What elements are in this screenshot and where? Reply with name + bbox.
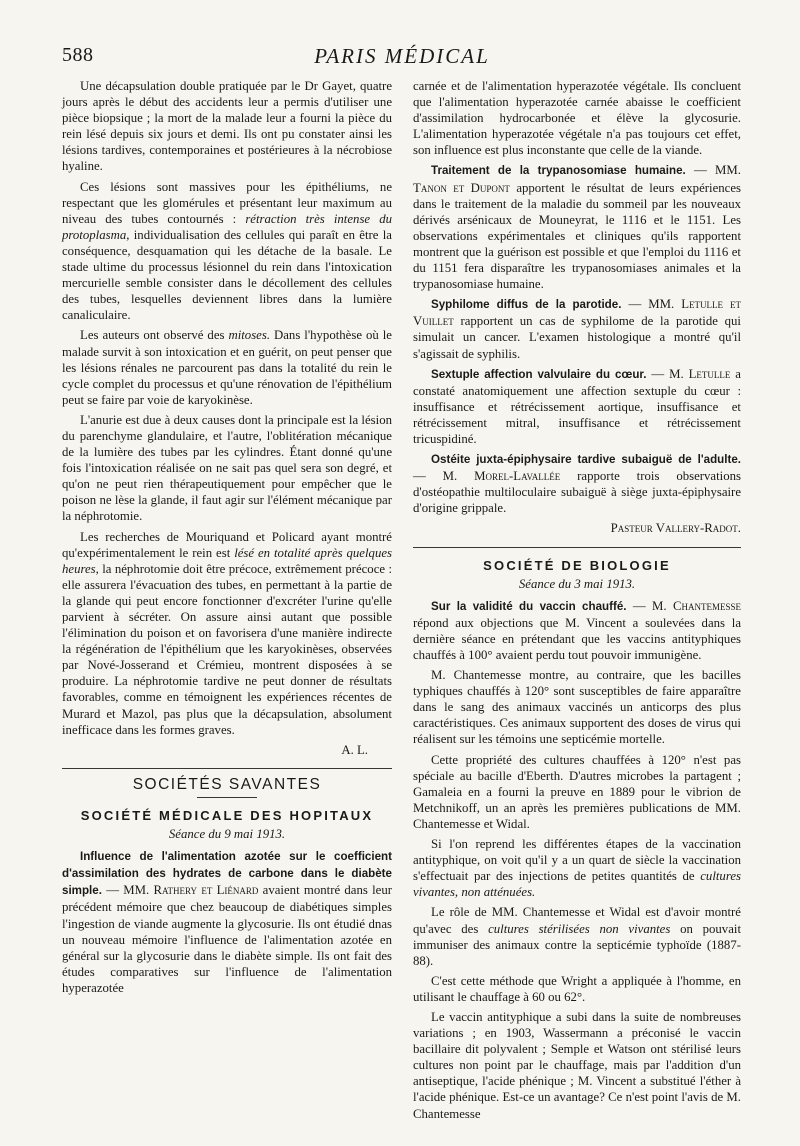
- page-number: 588: [62, 44, 94, 66]
- section-divider: [62, 768, 392, 769]
- author-signature: Pasteur Vallery-Radot.: [610, 521, 741, 536]
- section-title: SOCIÉTÉS SAVANTES: [132, 775, 322, 793]
- paragraph: L'anurie est due à deux causes dont la principale est la lésion du parenchyme glandulaire, et l'autre, l'oblitération mécanique de la lumière des tubes par les cylindres. Étant donné qu'une fois l'intoxication réalisée on ne sait pas quel sera son degré, et qu'on ne peut rien thérapeutiquement pour empêcher que le poison ne lèse la glande, il faut agir sur l'élément mécanique par la néphrotomie.: [62, 412, 392, 524]
- paragraph: Les recherches de Mouriquand et Policard ayant montré qu'expérimentalement le rein est lésé en totalité après quelques heures, la néphrotomie doit être précoce, extrêmement précoce : elle assurera l'évacuation des tubes, en permettant à la partie de la glande qui peut encore fonctionner d'excréter l'urine qu'elle parvient à sécréter. On assure ainsi autant que possible l'élimination du poison et on favorisera d'une manière indirecte la régénération de l'épithélium que les karyokinèses, observées par Nové-Josserand et Crémieu, montrent disposées à se produire. La néphrotomie tardive ne peut donner de résultats favorables, comme en témoignent les expériences récentes de Murard et Mazol, pas plus que la décapsulation, absolument inefficace dans les formes graves.: [62, 529, 393, 737]
- society-heading: SOCIÉTÉ MÉDICALE DES HOPITAUX: [80, 807, 374, 823]
- paragraph: Le rôle de MM. Chantemesse et Widal est d'avoir montré qu'avec des cultures stérilisées non vivantes on pouvait immuniser des animaux contre la septicémie typhoïde (1887-88).: [413, 905, 741, 968]
- paragraph: Traitement de la trypanosomiase humaine. — MM. Tanon et Dupont apportent le résultat de leurs expériences dans le traitement de la maladie du sommeil par les nouveaux dérivés arsénicaux de Mouneyrat, le 1116 et le 1151. Les observations expérimentales et cliniques qu'ils rapportent montrent que la guérison est possible et que l'emploi du 1116 et du 1151 fera disparaître les trypanosomiases animales et la trypanosomiase humaine.: [413, 163, 741, 292]
- paragraph: carnée et de l'alimentation hyperazotée végétale. Ils concluent que l'alimentation hyperazotée carnée abaisse le coefficient d'assimilation hydrocarbonée et élève la glycosurie. L'alimentation hyperazotée végétale n'a pas toujours cet effet, son influence est plus inconstante que celle de la viande.: [413, 79, 741, 158]
- paragraph: M. Chantemesse montre, au contraire, que les bacilles typhiques chauffés à 120° sont susceptibles de faire apparaître dans le sang des animaux vaccinés un anticorps des plus caractéristiques. Ces animaux supportent des doses de virus qui réalisent sur les témoins une septicémie mortelle.: [413, 668, 741, 747]
- paragraph: Une décapsulation double pratiquée par le Dr Gayet, quatre jours après le début des accidents leur a permis d'utiliser une pièce biopsique ; la mort de la malade leur a fourni la pièce du rein lésé depuis six jours et demi. Ils ont pu constater ainsi les lésions tardives, contemporaines et postérieures à la nécrobiose hyaline.: [62, 79, 392, 174]
- paragraph: Cette propriété des cultures chauffées à 120° n'est pas spéciale au bacille d'Eberth. D'autres microbes la partagent ; Gamaleia en a fourni la preuve en 1889 pour le vibrion de Metchnikoff, un an après les premières publications de MM. Chantemesse et Widal.: [413, 752, 741, 831]
- paragraph: Influence de l'alimentation azotée sur le coefficient d'assimilation des hydrates de carbone dans le diabète simple. — MM. Rathery et Liénard avaient montré dans leur précédent mémoire que chez beaucoup de diabétiques simples l'ingestion de viande augmente la glycosurie. Ils ont étudié dnas un nouveau mémoire l'influence de l'alimentation azotée en général sur la glycosurie dans le diabète simple. Ils ont fait des études comparatives sur l'influence de l'alimentation hyperazotée: [62, 850, 393, 995]
- page-header: [62, 44, 742, 76]
- paragraph: Sur la validité du vaccin chauffé. — M. Chantemesse répond aux objections que M. Vincent a soulevées dans la dernière séance en prétendant que les vaccins antityphiques chauffés à 100° avaient perdu tout pouvoir immunigène.: [413, 598, 741, 662]
- left-column: [62, 78, 392, 1000]
- section-divider: [413, 547, 741, 548]
- paragraph: Syphilome diffus de la parotide. — MM. Letulle et Vuillet rapportent un cas de syphilome de la parotide qui simulait un cancer. L'examen histologique a montré qu'il s'agissait de syphilis.: [413, 297, 742, 361]
- paragraph: Le vaccin antityphique a subi dans la suite de nombreuses variations ; en 1903, Wassermann a préconisé le vaccin bacillaire dit polyvalent ; Semple et Watson ont stérilisé leurs cultures non point par le chauffage, mais par l'addition d'un antiseptique, l'acide phénique ; M. Vincent a substitué l'éther à l'acide phénique. Est-ce un avantage? Ce n'est point l'avis de M. Chantemesse: [413, 1009, 741, 1121]
- author-initials: A. L.: [341, 742, 368, 757]
- running-title: PARIS MÉDICAL: [314, 44, 490, 68]
- session-date: Séance du 9 mai 1913.: [168, 827, 286, 842]
- paragraph: Si l'on reprend les différentes étapes de la vaccination antityphique, on voit qu'il y a un quart de siècle la vaccination s'effectuait par des injections de petites quantités de cultures vivantes, non atténuées.: [413, 837, 741, 900]
- right-column: [413, 78, 741, 1126]
- paragraph: Les auteurs ont observé des mitoses. Dans l'hypothèse où le malade survit à son intoxication et en guérit, on peut penser que les lésions rénales ne parcourent pas dans la totalité du rein le cycle complet du processus et qu'une rénovation de l'épithélium peut se faire par voie de karyokinèse.: [62, 328, 392, 407]
- paragraph: Sextuple affection valvulaire du cœur. — M. Letulle a constaté anatomiquement une affection sextuple du cœur : insuffisance et rétrécissement aortique, insuffisance et rétrécissement mitral, insuffisance et rétrécissement tricuspidiné.: [413, 366, 741, 446]
- paragraph: C'est cette méthode que Wright a appliquée à l'homme, en utilisant le chauffage à 60 ou 62°.: [413, 973, 741, 1004]
- paragraph: Ces lésions sont massives pour les épithéliums, ne respectant que les glomérules et présentant leur maximum au niveau des tubes contournés : rétraction très intense du protoplasma, individualisation des cellules qui paraît en être la conséquence, desquamation qui les détache de la basale. Le stade ultime du processus lésionnel du rein dans l'intoxication mercurielle semble consister dans le décollement des cellules des tubes, lesquelles deviennent libres dans la lumière canaliculaire.: [62, 179, 392, 323]
- society-heading: SOCIÉTÉ DE BIOLOGIE: [483, 557, 671, 573]
- paragraph: Ostéite juxta-épiphysaire tardive subaiguë de l'adulte. — M. Morel-Lavallée rapporte trois observations d'ostéopathie multiloculaire subaiguë à siège juxta-épiphysaire d'origine grippale.: [413, 453, 742, 516]
- session-date: Séance du 3 mai 1913.: [518, 576, 636, 591]
- short-divider: [197, 797, 257, 798]
